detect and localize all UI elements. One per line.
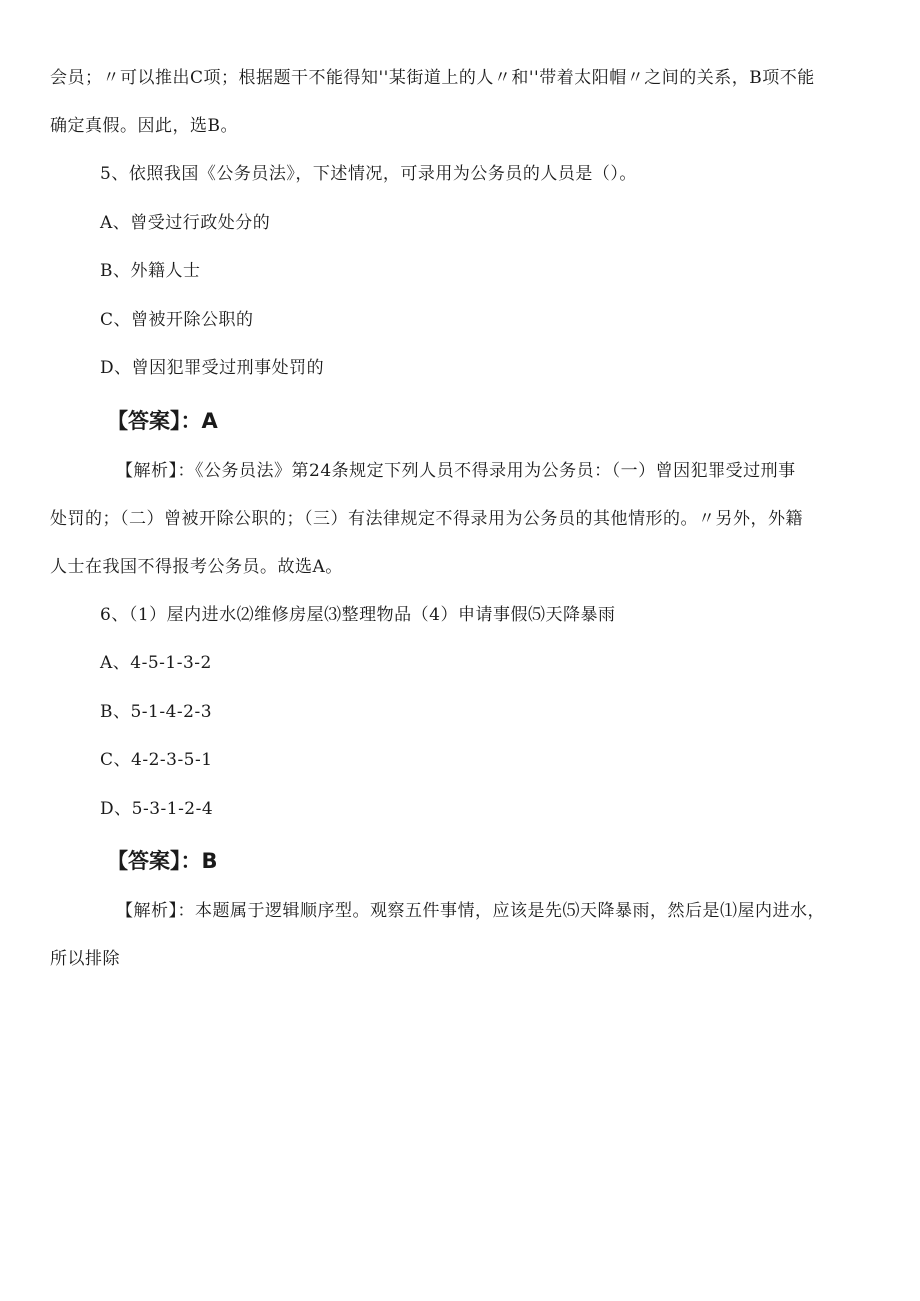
q6-analysis-line-2: 所以排除: [50, 949, 120, 969]
q5-answer: 【答案】：A: [107, 409, 218, 433]
q6-option-b: B、5-1-4-2-3: [100, 702, 213, 722]
q5-analysis-line-2: 处罚的；（二）曾被开除公职的；（三）有法律规定不得录用为公务员的其他情形的。〃另外，外籍: [50, 509, 803, 529]
prev-analysis-line-2: 确定真假。因此，选B。: [50, 116, 238, 136]
q6-answer: 【答案】：B: [107, 849, 218, 873]
q5-stem: 5、依照我国《公务员法》，下述情况，可录用为公务员的人员是（）。: [100, 164, 637, 184]
q6-option-c: C、4-2-3-5-1: [100, 750, 213, 770]
q6-option-a: A、4-5-1-3-2: [100, 653, 212, 673]
q5-option-a: A、曾受过行政处分的: [100, 213, 271, 233]
q6-option-d: D、5-3-1-2-4: [100, 799, 214, 819]
prev-analysis-line-1: 会员；〃可以推出C项；根据题干不能得知''某街道上的人〃和''带着太阳帽〃之间的关系，B项不能: [50, 68, 815, 88]
q6-analysis-line-1: 【解析】：本题属于逻辑顺序型。观察五件事情，应该是先⑸天降暴雨，然后是⑴屋内进水，: [116, 901, 825, 921]
q5-option-b: B、外籍人士: [100, 261, 201, 281]
q5-analysis-line-1: 【解析】：《公务员法》第24条规定下列人员不得录用为公务员：（一）曾因犯罪受过刑事: [116, 461, 796, 481]
q6-stem: 6、（1）屋内进水⑵维修房屋⑶整理物品（4）申请事假⑸天降暴雨: [100, 605, 616, 625]
q5-option-d: D、曾因犯罪受过刑事处罚的: [100, 358, 325, 378]
q5-analysis-line-3: 人士在我国不得报考公务员。故选A。: [50, 557, 343, 577]
q5-option-c: C、曾被开除公职的: [100, 310, 254, 330]
